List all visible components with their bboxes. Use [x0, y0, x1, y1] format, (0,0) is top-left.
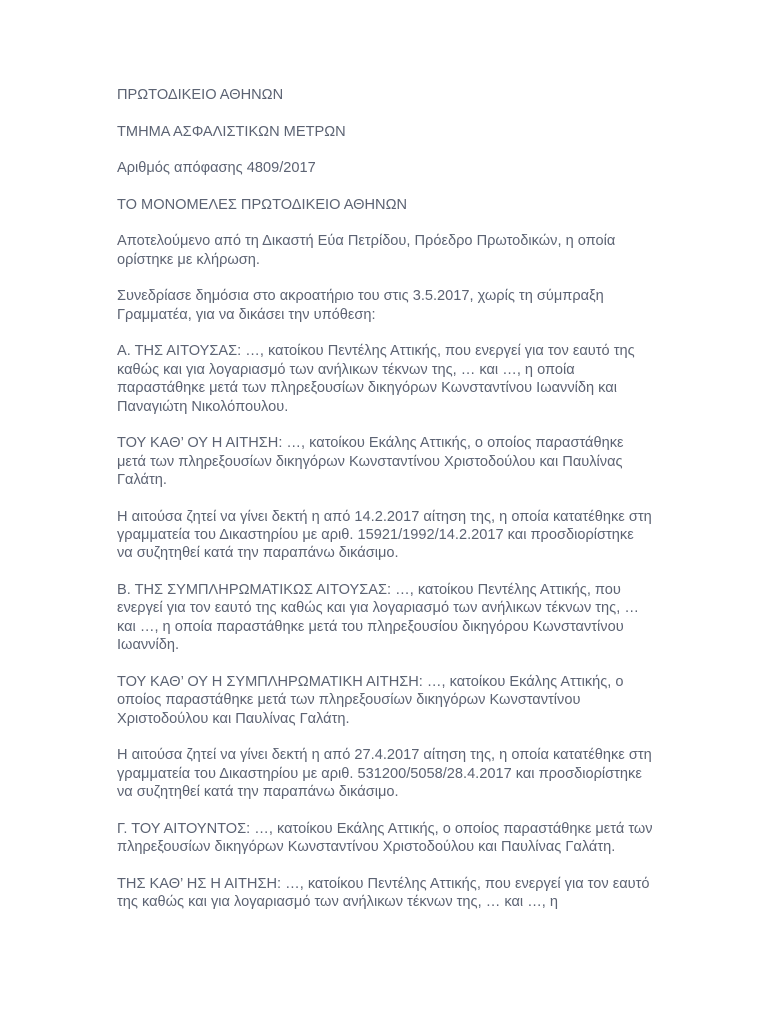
request-b-paragraph: Η αιτούσα ζητεί να γίνει δεκτή η από 27.4.2017 αίτηση της, η οποία κατατέθηκε στη γραμματεία του Δικαστηρίου με αριθ. 531200/5058/28.4.2017 και προσδιορίστηκε να συζητηθεί κατά την παραπάνω δικάσιμο.	[117, 747, 652, 801]
court-department: ΤΜΗΜΑ ΑΣΦΑΛΙΣΤΙΚΩΝ ΜΕΤΡΩΝ	[117, 123, 346, 140]
document-page	[117, 86, 653, 930]
respondent-a-paragraph: ΤΟΥ ΚΑΘ’ ΟΥ Η ΑΙΤΗΣΗ: …, κατοίκου Εκάλης Αττικής, ο οποίος παραστάθηκε μετά των πληρεξουσίων δικηγόρων Κωνσταντίνου Χριστοδούλου και Παυλίνας Γαλάτη.	[117, 435, 624, 488]
applicant-a-paragraph: Α. ΤΗΣ ΑΙΤΟΥΣΑΣ: …, κατοίκου Πεντέλης Αττικής, που ενεργεί για τον εαυτό της καθώς και για λογαριασμό των ανήλικων τέκνων της, … και …, η οποία παραστάθηκε μετά των πληρεξουσίων δικηγόρων Κωνσταντίνου Ιωαννίδη και Παναγιώτη Νικολόπουλου.	[117, 343, 635, 415]
request-a-paragraph: Η αιτούσα ζητεί να γίνει δεκτή η από 14.2.2017 αίτηση της, η οποία κατατέθηκε στη γραμματεία του Δικαστηρίου με αριθ. 15921/1992/14.2.2017 και προσδιορίστηκε να συζητηθεί κατά την παραπάνω δικάσιμο.	[117, 508, 652, 562]
respondent-c-paragraph: ΤΗΣ ΚΑΘ’ ΗΣ Η ΑΙΤΗΣΗ: …, κατοίκου Πεντέλης Αττικής, που ενεργεί για τον εαυτό της καθώς και για λογαριασμό των ανήλικων τέκνων της, … και …, η	[117, 875, 650, 911]
session-paragraph: Συνεδρίασε δημόσια στο ακροατήριο του στις 3.5.2017, χωρίς τη σύμπραξη Γραμματέα, για να δικάσει την υπόθεση:	[117, 288, 604, 323]
applicant-b-paragraph: Β. ΤΗΣ ΣΥΜΠΛΗΡΩΜΑΤΙΚΩΣ ΑΙΤΟΥΣΑΣ: …, κατοίκου Πεντέλης Αττικής, που ενεργεί για τον εαυτό της καθώς και για λογαριασμό των ανήλικων τέκνων της, … και …, η οποία παραστάθηκε μετά του πληρεξουσίου δικηγόρου Κωνσταντίνου Ιωαννίδη.	[117, 582, 639, 654]
judge-paragraph: Αποτελούμενο από τη Δικαστή Εύα Πετρίδου, Πρόεδρο Πρωτοδικών, η οποία ορίστηκε με κλήρωση.	[117, 233, 616, 268]
applicant-c-paragraph: Γ. ΤΟΥ ΑΙΤΟΥΝΤΟΣ: …, κατοίκου Εκάλης Αττικής, ο οποίος παραστάθηκε μετά των πληρεξουσίων δικηγόρων Κωνσταντίνου Χριστοδούλου και Παυλίνας Γαλάτη.	[117, 820, 653, 856]
court-composition-heading: ΤΟ ΜΟΝΟΜΕΛΕΣ ΠΡΩΤΟΔΙΚΕΙΟ ΑΘΗΝΩΝ	[117, 196, 408, 213]
decision-number: Αριθμός απόφασης 4809/2017	[117, 160, 316, 177]
court-name: ΠΡΩΤΟΔΙΚΕΙΟ ΑΘΗΝΩΝ	[117, 87, 284, 103]
respondent-b-paragraph: ΤΟΥ ΚΑΘ’ ΟΥ Η ΣΥΜΠΛΗΡΩΜΑΤΙΚΗ ΑΙΤΗΣΗ: …, κατοίκου Εκάλης Αττικής, ο οποίος παραστάθηκε μετά των πληρεξουσίων δικηγόρων Κωνσταντίνου Χριστοδούλου και Παυλίνας Γαλάτη.	[117, 673, 624, 727]
